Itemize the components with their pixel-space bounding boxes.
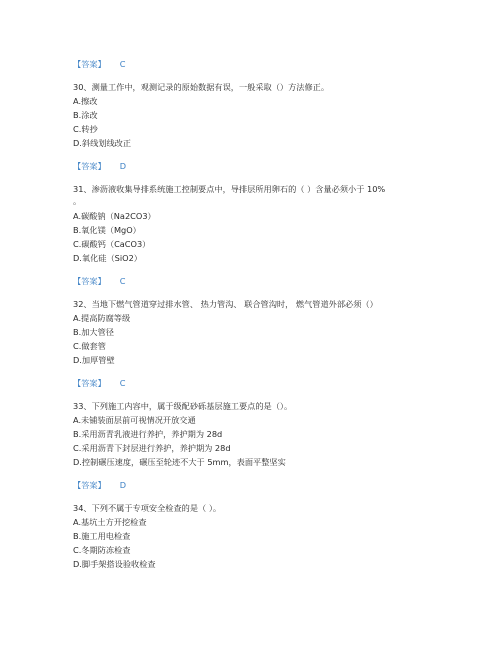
question-33-option-d: D.控制碾压速度，碾压至轮迹不大于 5mm，表面平整坚实 — [73, 457, 286, 467]
question-34-option-c: C.冬期防冻检查 — [73, 545, 131, 555]
question-31-option-c: C.碳酸钙（CaCO3） — [73, 239, 151, 249]
answer-value: D — [119, 161, 127, 171]
answer-line-30 — [73, 161, 126, 172]
answer-value: C — [119, 378, 126, 388]
question-31-option-b: B.氧化镁（MgO） — [73, 225, 141, 235]
question-34-option-d: D.脚手架搭设验收检查 — [73, 559, 156, 569]
question-32-option-a: A.提高防腐等级 — [73, 313, 131, 323]
question-32-stem: 32、当地下燃气管道穿过排水管、 热力管沟、 联合管沟时， 燃气管道外部必须（） — [73, 299, 378, 309]
question-30-option-b: B.涂改 — [73, 110, 98, 120]
question-32-option-c: C.做套管 — [73, 341, 106, 351]
question-34-option-a: A.基坑土方开挖检查 — [73, 517, 147, 527]
answer-label: 【答案】 — [73, 378, 106, 388]
answer-value: C — [119, 276, 126, 286]
question-31-option-a: A.碳酸钠（Na2CO3） — [73, 211, 156, 221]
answer-label: 【答案】 — [73, 276, 106, 286]
question-34-stem: 34、下列不属于专项安全检查的是（ ）。 — [73, 503, 222, 513]
answer-label: 【答案】 — [73, 59, 106, 69]
answer-value: C — [119, 59, 126, 69]
question-32-option-b: B.加大管径 — [73, 327, 114, 337]
question-31-stem: 31、渗沥液收集导排系统施工控制要点中，导排层所用卵石的（ ）含量必须小于 10% — [73, 184, 386, 194]
question-33-option-b: B.采用沥青乳液进行养护，养护期为 28d — [73, 429, 223, 439]
question-30-stem: 30、测量工作中，观测记录的原始数据有误，一般采取（）方法修正。 — [73, 82, 330, 92]
question-34-option-b: B.施工用电检查 — [73, 531, 131, 541]
answer-value: D — [119, 480, 127, 490]
question-30-option-c: C.转抄 — [73, 124, 98, 134]
answer-label: 【答案】 — [73, 480, 106, 490]
question-33-option-a: A.未铺装面层前可视情况开放交通 — [73, 415, 196, 425]
answer-line-32 — [73, 378, 125, 389]
question-31-stem-continued: 。 — [73, 196, 82, 206]
answer-line-33 — [73, 480, 126, 491]
question-30-option-d: D.斜线划线改正 — [73, 138, 132, 148]
answer-line-29 — [73, 59, 125, 70]
answer-line-31 — [73, 276, 125, 287]
question-33-option-c: C.采用沥青下封层进行养护，养护期为 28d — [73, 443, 231, 453]
question-33-stem: 33、下列施工内容中，属于级配砂砾基层施工要点的是（）。 — [73, 401, 293, 411]
answer-label: 【答案】 — [73, 161, 106, 171]
question-32-option-d: D.加厚管壁 — [73, 355, 115, 365]
question-31-option-d: D.氧化硅（SiO2） — [73, 253, 142, 263]
question-30-option-a: A.擦改 — [73, 96, 98, 106]
